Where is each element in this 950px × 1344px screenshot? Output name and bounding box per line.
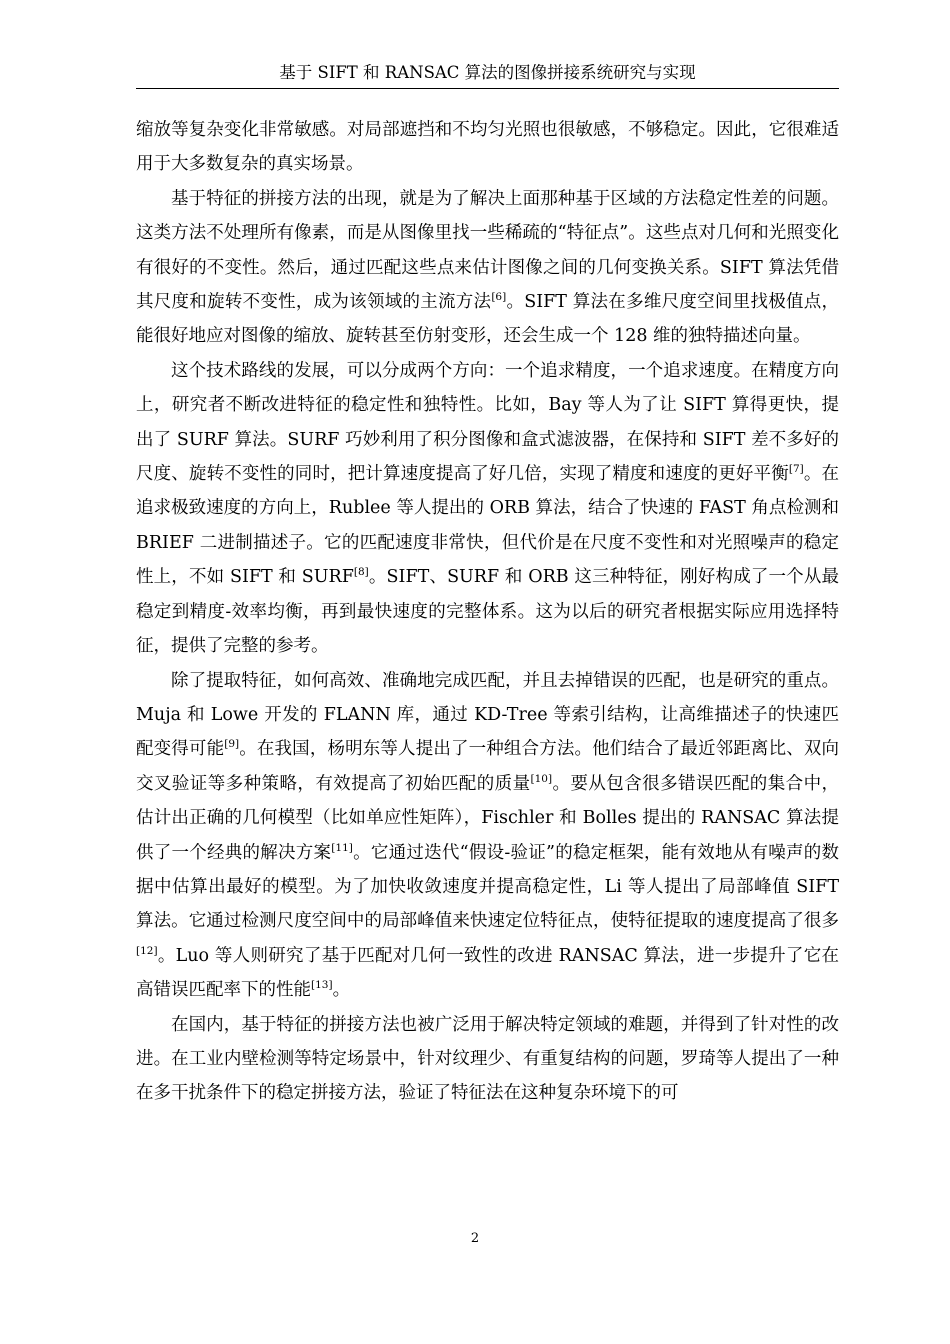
paragraph-precision-speed-directions: 这个技术路线的发展，可以分成两个方向：一个追求精度，一个追求速度。在精度方向上，研究者不断改进特征的稳定性和独特性。比如，Bay 等人为了让 SIFT 算得更快，提出了 SURF 算法。SURF 巧妙利用了积分图像和盒式滤波器，在保持和 SIFT 差不多好的尺度、旋转不变性的同时，把计算速度提高了好几倍，实现了精度和速度的更好平衡[7]。在追求极致速度的方向上，Rublee 等人提出的 ORB 算法，结合了快速的 FAST 角点检测和 BRIEF 二进制描述子。它的匹配速度非常快，但代价是在尺度不变性和对光照噪声的稳定性上，不如 SIFT 和 SURF[8]。SIFT、SURF 和 ORB 这三种特征，刚好构成了一个从最稳定到精度-效率均衡，再到最快速度的完整体系。这为以后的研究者根据实际应用选择特征，提供了完整的参考。: [136, 360, 840, 657]
running-header: 基于 SIFT 和 RANSAC 算法的图像拼接系统研究与实现: [279, 63, 696, 82]
citation-marker: [6]: [491, 291, 507, 304]
paragraph-feature-based-methods: 基于特征的拼接方法的出现，就是为了解决上面那种基于区域的方法稳定性差的问题。这类方法不处理所有像素，而是从图像里找一些稀疏的“特征点”。这些点对几何和光照变化有很好的不变性。然后，通过匹配这些点来估计图像之间的几何变换关系。SIFT 算法凭借其尺度和旋转不变性，成为该领域的主流方法[6]。SIFT 算法在多维尺度空间里找极值点，能很好地应对图像的缩放、旋转甚至仿射变形，还会生成一个 128 维的独特描述向量。: [136, 188, 840, 347]
citation-marker: [7]: [788, 463, 804, 476]
paragraph-continuation: 缩放等复杂变化非常敏感。对局部遮挡和不均匀光照也很敏感，不够稳定。因此，它很难适用于大多数复杂的真实场景。: [136, 120, 839, 175]
citation-marker: [10]: [530, 772, 553, 785]
citation-marker: [12]: [136, 944, 158, 957]
header-divider: [136, 88, 839, 89]
page-number: 2: [470, 1231, 480, 1246]
citation-marker: [11]: [331, 841, 353, 854]
body-text: [136, 113, 839, 1111]
paragraph-matching-and-ransac: 除了提取特征，如何高效、准确地完成匹配，并且去掉错误的匹配，也是研究的重点。Muja 和 Lowe 开发的 FLANN 库，通过 KD-Tree 等索引结构，让高维描述子的快速匹配变得可能[9]。在我国，杨明东等人提出了一种组合方法。他们结合了最近邻距离比、双向交叉验证等多种策略，有效提高了初始匹配的质量[10]。要从包含很多错误匹配的集合中，估计出正确的几何模型（比如单应性矩阵），Fischler 和 Bolles 提出的 RANSAC 算法提供了一个经典的解决方案[11]。它通过迭代“假设-验证”的稳定框架，能有效地从有噪声的数据中估算出最好的模型。为了加快收敛速度并提高稳定性，Li 等人提出了局部峰值 SIFT 算法。它通过检测尺度空间中的局部峰值来快速定位特征点，使特征提取的速度提高了很多[12]。Luo 等人则研究了基于匹配对几何一致性的改进 RANSAC 算法，进一步提升了它在高错误匹配率下的性能[13]。: [136, 670, 840, 1001]
paragraph-domestic-applications: 在国内，基于特征的拼接方法也被广泛用于解决特定领域的难题，并得到了针对性的改进。在工业内壁检测等特定场景中，针对纹理少、有重复结构的问题，罗琦等人提出了一种在多干扰条件下的稳定拼接方法，验证了特征法在这种复杂环境下的可: [136, 1014, 839, 1104]
citation-marker: [9]: [224, 738, 240, 751]
citation-marker: [13]: [311, 979, 333, 992]
citation-marker: [8]: [353, 566, 369, 579]
